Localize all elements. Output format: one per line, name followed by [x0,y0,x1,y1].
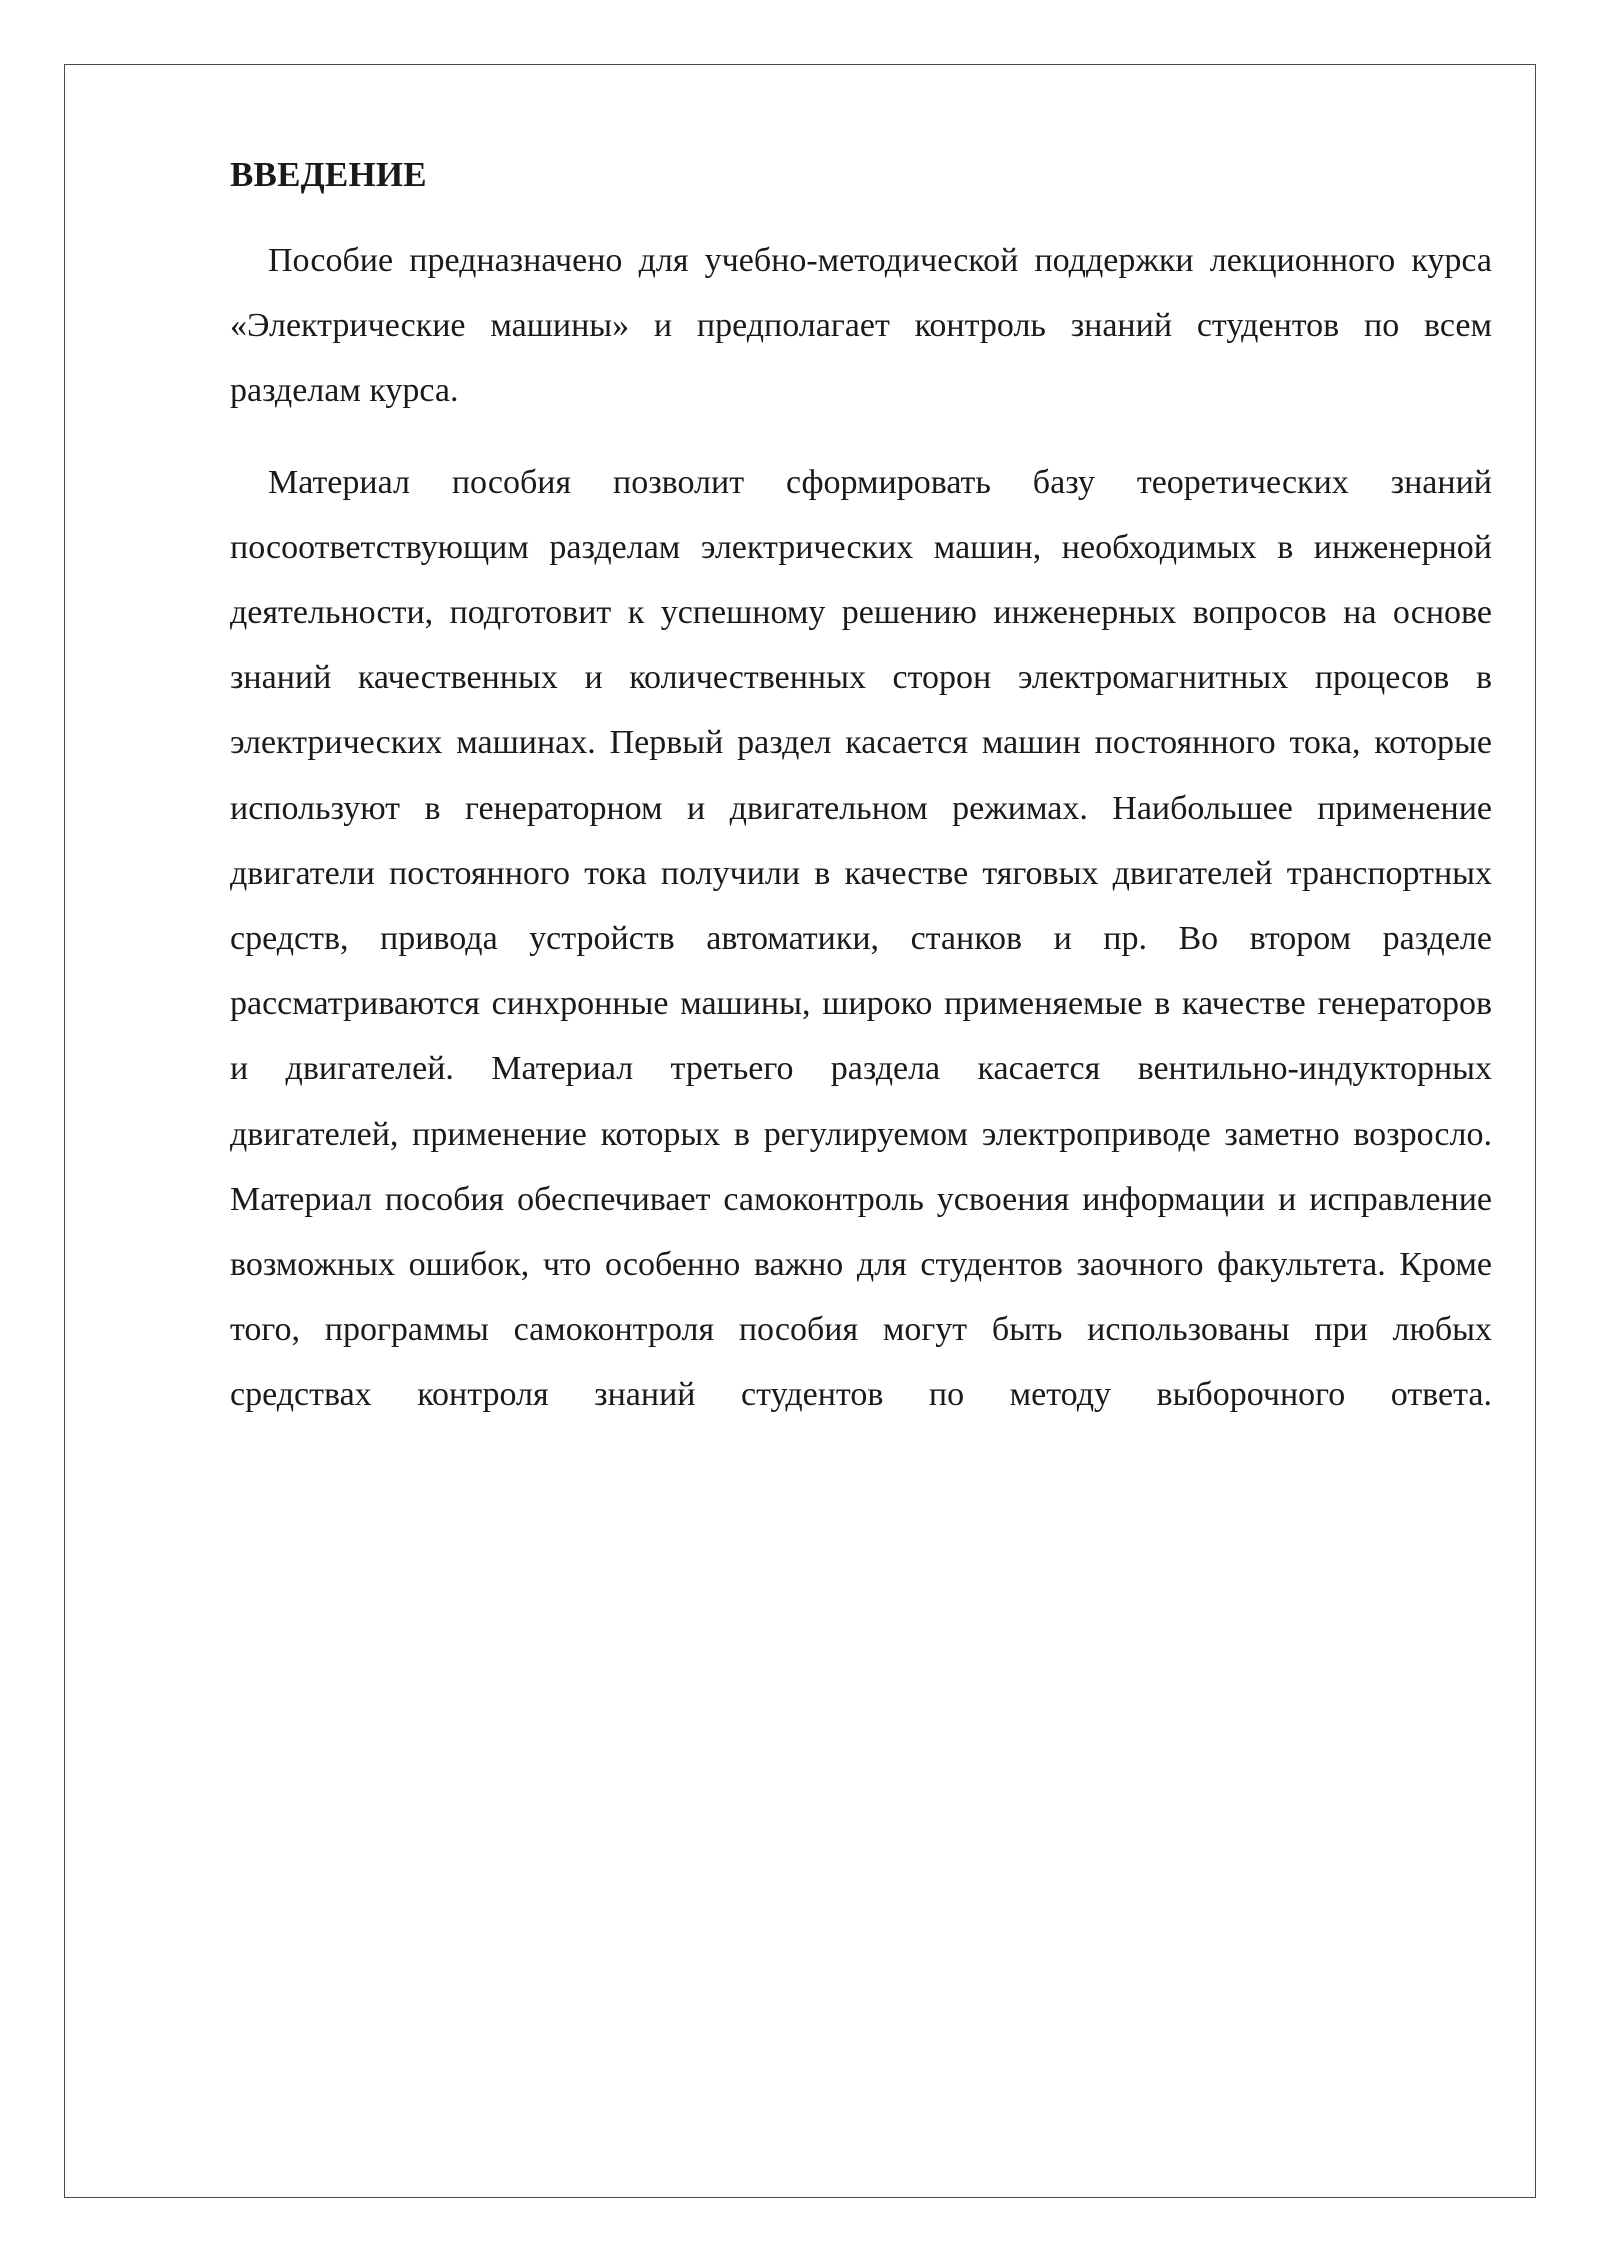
section-heading: ВВЕДЕНИЕ [230,155,427,194]
paragraph-1: Пособие предназначено для учебно-методической поддержки лекционного курса «Электрические машины» и предполагает контроль знаний студентов по всем разделам курса. [230,242,1492,410]
paragraph-2: Материал пособия позволит сформировать базу теоретических знаний посоответствующим разделам электрических машин, необходимых в инженерной деятельности, подготовит к успешному решению инженерных вопросов на основе знаний качественных и количественных сторон электромагнитных процесов в электрических машинах. Первый раздел касается машин постоянного тока, которые используют в генераторном и двигательном режимах. Наибольшее применение двигатели постоянного тока получили в качестве тяговых двигателей транспортных средств, привода устройств автоматики, станков и пр. Во втором разделе рассматриваются синхронные машины, широко применяемые в качестве генераторов и двигателей. Материал третьего раздела касается вентильно-индукторных двигателей, применение которых в регулируемом электроприводе заметно возросло. Материал пособия обеспечивает самоконтроль усвоения информации и исправление возможных ошибок, что особенно важно для студентов заочного факультета. Кроме того, программы самоконтроля пособия могут быть использованы при любых средствах контроля знаний студентов по методу выборочного ответа. [230,463,1492,1414]
document-body [230,150,1492,1454]
